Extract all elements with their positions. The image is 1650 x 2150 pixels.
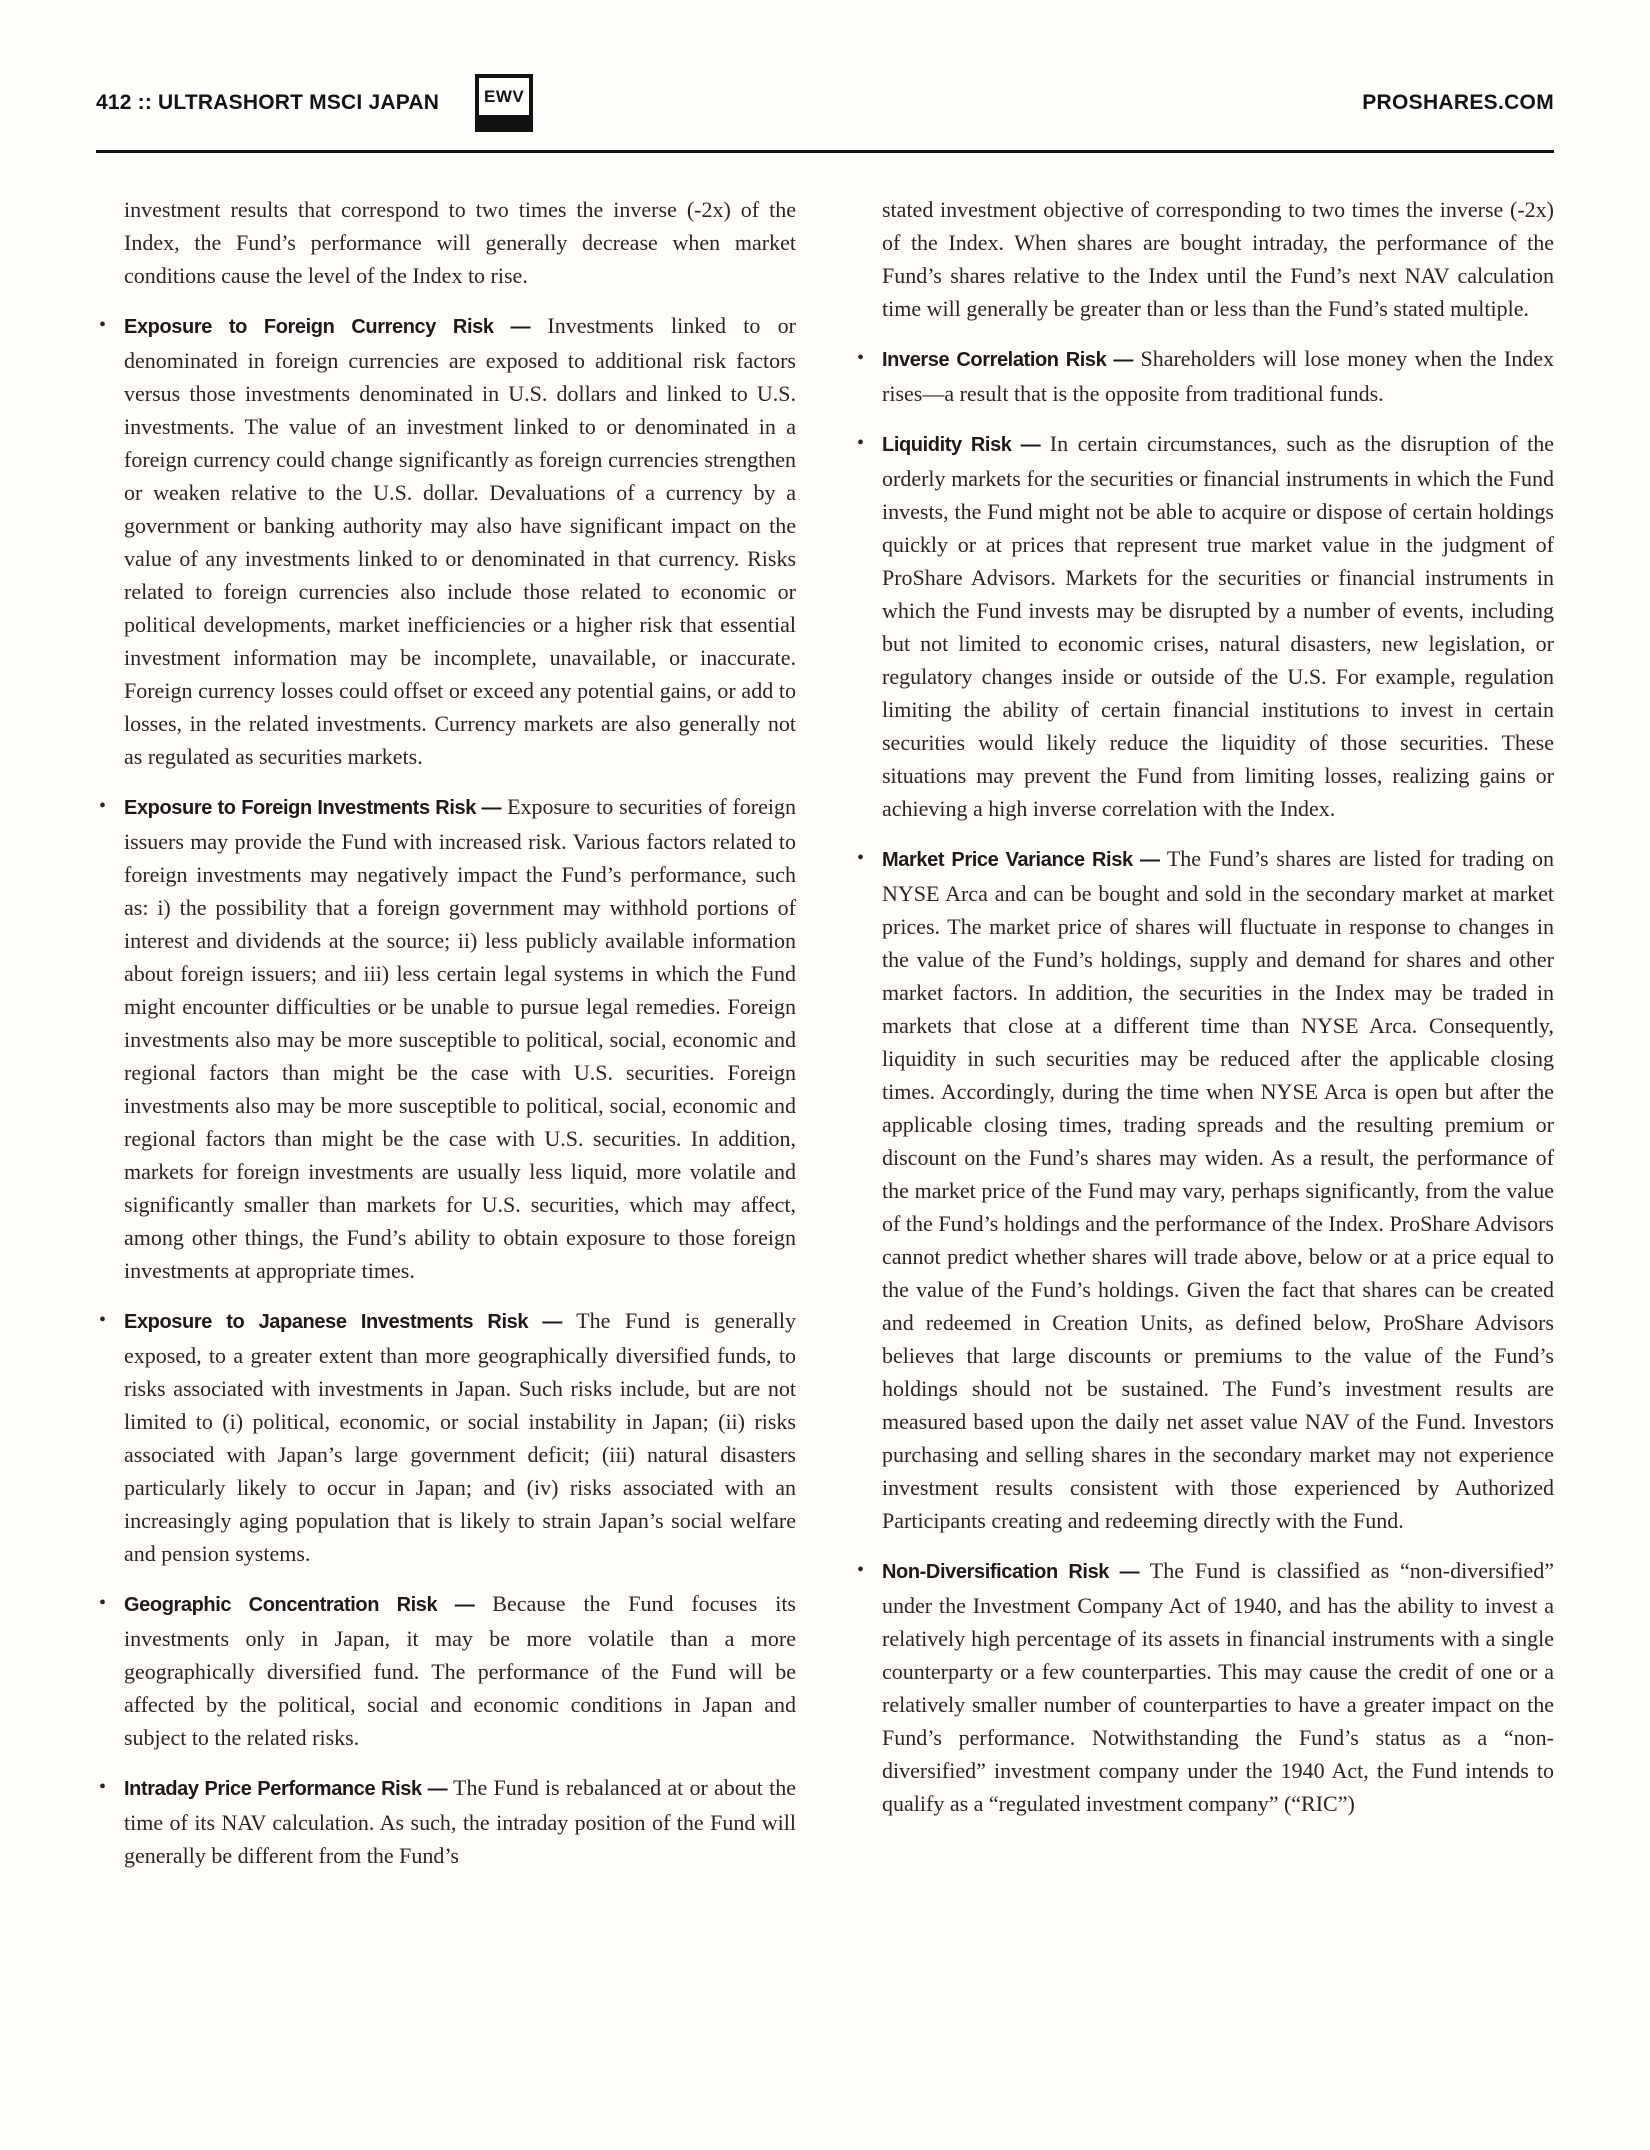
risk-text: The Fund is classified as “non-diversified” under the Investment Company Act of 1940, and has the ability to invest a relatively high percentage of its assets in financial instruments with a single counterparty or a few counterparties. This may cause the credit of one or a relatively smaller number of counterparties to have a greater impact on the Fund’s performance. Notwithstanding the Fund’s status as a “non-diversified” investment company under the 1940 Act, the Fund intends to qualify as a “regulated investment company” (“RIC”) [882,1558,1554,1816]
bullet-marker: • [99,314,107,336]
risk-item [854,342,1554,410]
ticker-band [479,115,529,128]
bullet-marker: • [857,847,865,869]
risk-title: Geographic Concentration Risk — [124,1594,475,1616]
risk-title: Non-Diversification Risk — [882,1561,1140,1583]
page-label [96,91,439,115]
page-number: 412 [96,91,132,114]
header-rule [96,150,1554,153]
risk-title: Exposure to Foreign Currency Risk — [124,316,531,338]
risk-text: Exposure to securities of foreign issuers may provide the Fund with increased risk. Various factors related to foreign investments may negatively impact the Fund’s performance, such as: i) the possibility that a foreign government may withhold portions of interest and dividends at the source; ii) less publicly available information about foreign issuers; and iii) less certain legal systems in which the Fund might encounter difficulties or be unable to pursue legal remedies. Foreign investments also may be more susceptible to political, social, economic and regional factors than might be the case with U.S. securities. Foreign investments also may be more susceptible to political, social, economic and regional factors than might be the case with U.S. securities. In addition, markets for foreign investments are usually less liquid, more volatile and significantly smaller than markets for U.S. securities, which may affect, among other things, the Fund’s ability to obtain exposure to those foreign investments at appropriate times. [124,794,797,1283]
ticker-box [475,74,533,132]
risk-item [96,309,796,773]
risk-item [854,427,1554,825]
page-header [96,70,1554,136]
header-separator: :: [137,91,153,114]
risk-title: Intraday Price Performance Risk — [124,1778,448,1800]
risk-item [96,1771,796,1872]
bullet-marker: • [857,1559,865,1581]
header-left-group [96,74,533,132]
left-intro-paragraph: investment results that correspond to two times the inverse (-2x) of the Index, the Fund’s performance will generally decrease when market conditions cause the level of the Index to rise. [124,197,796,288]
risk-item [96,1304,796,1570]
risk-text: Shareholders will lose money when the Index rises—a result that is the opposite from traditional funds. [882,346,1555,406]
right-column [854,193,1554,1872]
bullet-marker: • [99,1776,107,1798]
risk-title: Liquidity Risk — [882,434,1041,456]
bullet-marker: • [99,1309,107,1331]
risk-text: The Fund is rebalanced at or about the time of its NAV calculation. As such, the intraday position of the Fund will generally be different from the Fund’s [124,1775,796,1868]
risk-title: Market Price Variance Risk — [882,849,1160,871]
left-column [96,193,796,1872]
risk-text: In certain circumstances, such as the disruption of the orderly markets for the securities or financial instruments in which the Fund invests, the Fund might not be able to acquire or dispose of certain holdings quickly or at prices that represent true market value in the judgment of ProShare Advisors. Markets for the securities or financial instruments in which the Fund invests may be disrupted by a number of events, including but not limited to economic crises, natural disasters, new legislation, or regulatory changes inside or outside of the U.S. For example, regulation limiting the ability of certain financial institutions to invest in certain securities would likely reduce the liquidity of those securities. These situations may prevent the Fund from limiting losses, realizing gains or achieving a high inverse correlation with the Index. [882,431,1554,821]
right-intro-paragraph: stated investment objective of corresponding to two times the inverse (-2x) of the Index. When shares are bought intraday, the performance of the Fund’s shares relative to the Index until the Fund’s next NAV calculation time will generally be greater than or less than the Fund’s stated multiple. [882,197,1554,321]
left-risk-list [96,309,796,1872]
risk-title: Exposure to Japanese Investments Risk — [124,1311,562,1333]
risk-item [854,1554,1554,1820]
risk-text: Because the Fund focuses its investments only in Japan, it may be more volatile than a more geographically diversified fund. The performance of the Fund will be affected by the political, social and economic conditions in Japan and subject to the related risks. [124,1591,796,1750]
risk-text: The Fund’s shares are listed for trading on NYSE Arca and can be bought and sold in the secondary market at market prices. The market price of shares will fluctuate in response to changes in the value of the Fund’s holdings, supply and demand for shares and other market factors. In addition, the securities in the Index may be traded in markets that close at a different time than NYSE Arca. Consequently, liquidity in such securities may be reduced after the applicable closing times. Accordingly, during the time when NYSE Arca is open but after the applicable closing times, trading spreads and the resulting premium or discount on the Fund’s shares may widen. As a result, the performance of the market price of the Fund may vary, perhaps significantly, from the value of the Fund’s holdings and the performance of the Index. ProShare Advisors cannot predict whether shares will trade above, below or at a price equal to the value of the Fund’s holdings. Given the fact that shares can be created and redeemed in Creation Units, as defined below, ProShare Advisors believes that large discounts or premiums to the value of the Fund’s holdings should not be sustained. The Fund’s investment results are measured based upon the daily net asset value NAV of the Fund. Investors purchasing and selling shares in the secondary market may not experience investment results consistent with those experienced by Authorized Participants creating and redeeming directly with the Fund. [882,846,1554,1533]
risk-item [854,842,1554,1537]
website-label: PROSHARES.COM [1362,91,1554,114]
fund-title: ULTRASHORT MSCI JAPAN [158,91,440,114]
bullet-marker: • [857,347,865,369]
risk-text: The Fund is generally exposed, to a greater extent than more geographically diversified funds, to risks associated with investments in Japan. Such risks include, but are not limited to (i) political, economic, or social instability in Japan; (ii) risks associated with Japan’s large government deficit; (iii) natural disasters particularly likely to occur in Japan; and (iv) risks associated with an increasingly aging population that is likely to strain Japan’s social welfare and pension systems. [124,1308,796,1566]
bullet-marker: • [99,1592,107,1614]
risk-item [96,1587,796,1754]
bullet-marker: • [99,795,107,817]
risk-title: Exposure to Foreign Investments Risk — [124,797,502,819]
risk-item [96,790,796,1287]
body-columns [96,193,1554,1872]
risk-title: Inverse Correlation Risk — [882,349,1134,371]
bullet-marker: • [857,432,865,454]
risk-text: Investments linked to or denominated in foreign currencies are exposed to additional risk factors versus those investments denominated in U.S. dollars and linked to U.S. investments. The value of an investment linked to or denominated in a foreign currency could change significantly as foreign currencies strengthen or weaken relative to the U.S. dollar. Devaluations of a currency by a government or banking authority may also have significant impact on the value of any investments linked to or denominated in that currency. Risks related to foreign currencies also include those related to economic or political developments, market inefficiencies or a higher risk that essential investment information may be incomplete, unavailable, or inaccurate. Foreign currency losses could offset or exceed any potential gains, or add to losses, in the related investments. Currency markets are also generally not as regulated as securities markets. [124,313,796,769]
ticker-label: EWV [484,86,525,106]
right-risk-list [854,342,1554,1820]
